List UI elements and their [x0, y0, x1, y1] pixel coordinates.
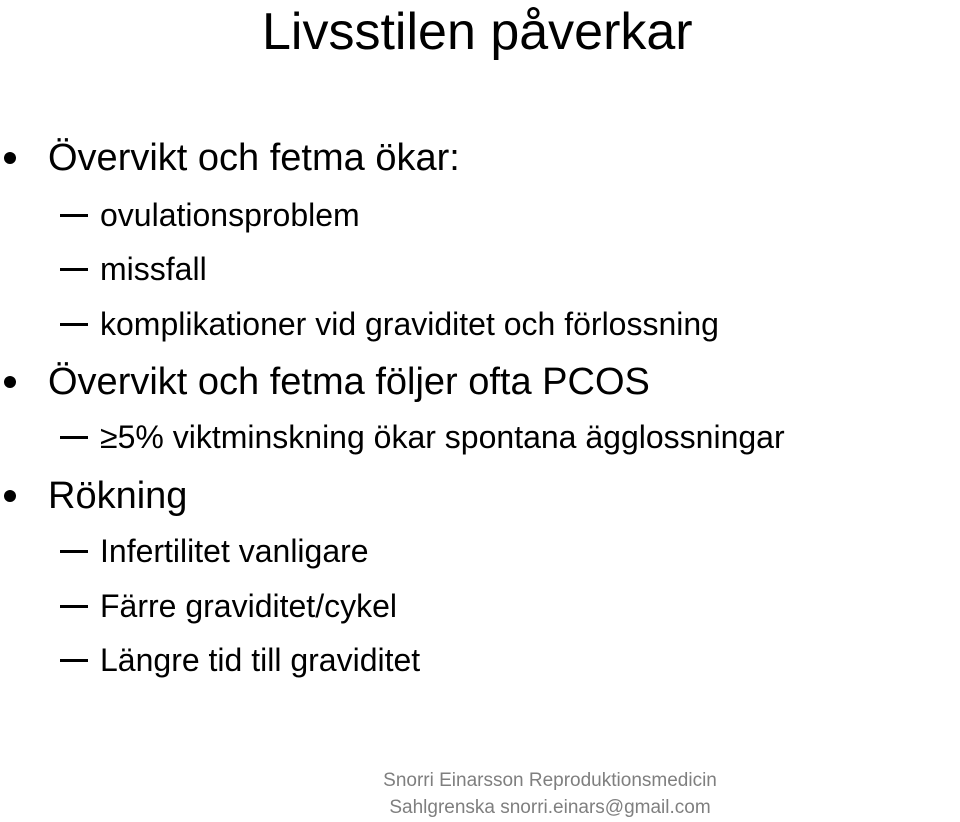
footer-line-2: Sahlgrenska snorri.einars@gmail.com — [389, 797, 711, 818]
sub-bullet-text: ovulationsproblem — [100, 197, 360, 233]
sub-bullet-text: Infertilitet vanligare — [100, 533, 369, 569]
sub-bullet-text: Längre tid till graviditet — [100, 642, 421, 678]
sub-bullet-text: missfall — [100, 251, 207, 287]
bullet-dot-icon — [4, 152, 16, 164]
dash-icon — [60, 436, 88, 439]
bullet-dot-icon — [4, 376, 16, 388]
dash-icon — [60, 214, 88, 217]
dash-icon — [60, 550, 88, 553]
sub-bullet-text: komplikationer vid graviditet och förlossning — [100, 306, 719, 342]
slide-title: Livsstilen påverkar — [262, 3, 693, 61]
sub-bullet-text: ≥5% viktminskning ökar spontana ägglossningar — [100, 419, 785, 455]
bullet-text: Rökning — [48, 475, 188, 517]
bullet-dot-icon — [4, 490, 16, 502]
dash-icon — [60, 659, 88, 662]
dash-icon — [60, 605, 88, 608]
dash-icon — [60, 323, 88, 326]
sub-bullet-text: Färre graviditet/cykel — [100, 588, 397, 624]
dash-icon — [60, 268, 88, 271]
bullet-text: Övervikt och fetma ökar: — [48, 137, 460, 179]
bullet-text: Övervikt och fetma följer ofta PCOS — [48, 361, 650, 403]
footer-line-1: Snorri Einarsson Reproduktionsmedicin — [383, 770, 717, 791]
